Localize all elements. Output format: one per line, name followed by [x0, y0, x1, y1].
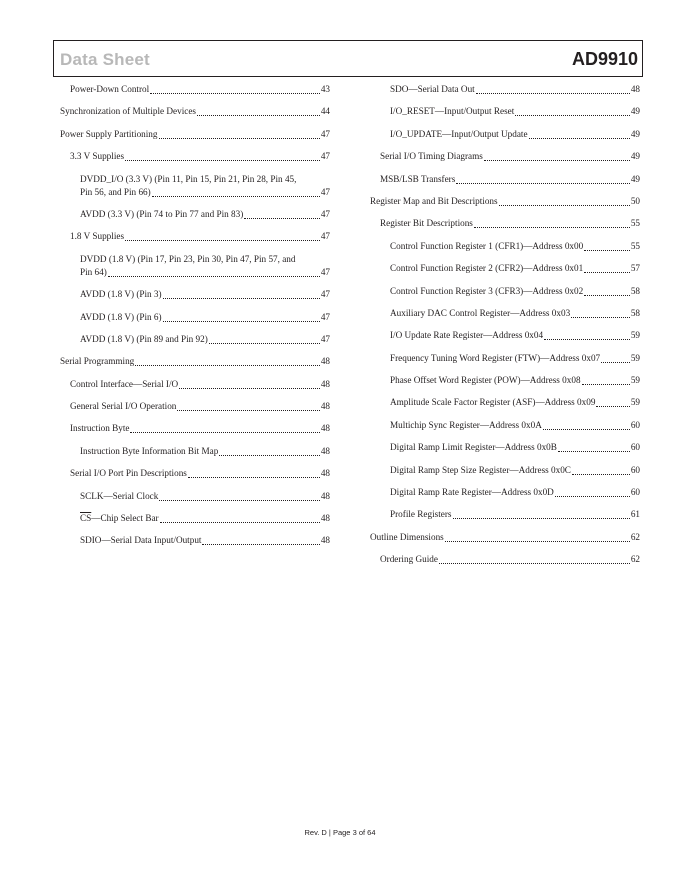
toc-page-number: 60: [630, 487, 640, 498]
toc-page-number: 48: [320, 513, 330, 524]
toc-entry[interactable]: [370, 217, 640, 230]
toc-entry[interactable]: [370, 419, 640, 432]
toc-left-column: [60, 83, 330, 557]
toc-leader-dots: [445, 541, 630, 542]
toc-entry-title-line1: DVDD (1.8 V) (Pin 17, Pin 23, Pin 30, Pin 47, Pin 57, and: [80, 253, 296, 264]
toc-page-number: 49: [630, 106, 640, 117]
toc-entry-title: Digital Ramp Limit Register—Address 0x0B: [390, 442, 557, 453]
toc-entry-title: Synchronization of Multiple Devices: [60, 106, 196, 117]
toc-page-number: 48: [320, 468, 330, 479]
toc-entry-title: Outline Dimensions: [370, 531, 444, 542]
toc-leader-dots: [177, 410, 319, 411]
toc-entry[interactable]: [60, 378, 330, 391]
toc-entry[interactable]: [60, 422, 330, 435]
toc-page-number: 48: [320, 445, 330, 456]
toc-page-number: 47: [320, 186, 330, 197]
toc-entry[interactable]: [370, 105, 640, 118]
toc-leader-dots: [219, 455, 320, 456]
toc-entry-title-rest: —Chip Select Bar: [91, 513, 159, 524]
toc-entry-title: 1.8 V Supplies: [70, 231, 125, 242]
toc-leader-dots: [150, 93, 320, 94]
toc-entry[interactable]: [60, 490, 330, 503]
toc-entry-title-line2: Pin 64): [80, 266, 107, 277]
toc-entry[interactable]: [370, 83, 640, 96]
toc-entry[interactable]: [370, 531, 640, 544]
toc-entry[interactable]: [370, 173, 640, 186]
toc-entry[interactable]: [60, 534, 330, 547]
toc-page-number: 49: [630, 128, 640, 139]
toc-page-number: 60: [630, 464, 640, 475]
toc-page-number: 48: [320, 423, 330, 434]
toc-entry[interactable]: [370, 396, 640, 409]
toc-entry-title: SCLK—Serial Clock: [80, 490, 159, 501]
toc-leader-dots: [543, 429, 630, 430]
toc-page-number: 47: [320, 333, 330, 344]
toc-entry-title-overline: $\overline{CS}$: [80, 513, 92, 524]
toc-leader-dots: [515, 115, 630, 116]
toc-page-number: 47: [320, 128, 330, 139]
toc-page-number: 58: [630, 307, 640, 318]
toc-leader-dots: [529, 138, 630, 139]
toc-leader-dots: [160, 522, 320, 523]
toc-entry[interactable]: [60, 288, 330, 301]
toc-page-number: 47: [320, 208, 330, 219]
toc-page-number: 48: [320, 490, 330, 501]
toc-entry[interactable]: [60, 150, 330, 163]
toc-leader-dots: [244, 218, 320, 219]
toc-leader-dots: [544, 339, 630, 340]
toc-entry-title-line1: DVDD_I/O (3.3 V) (Pin 11, Pin 15, Pin 21, Pin 28, Pin 45,: [80, 173, 297, 184]
toc-entry-title: MSB/LSB Transfers: [380, 173, 456, 184]
toc-entry[interactable]: [370, 240, 640, 253]
toc-entry-title: Register Bit Descriptions: [380, 218, 473, 229]
toc-entry[interactable]: [60, 253, 330, 279]
toc-entry[interactable]: [60, 173, 330, 199]
toc-leader-dots: [163, 298, 320, 299]
toc-entry-title: AVDD (1.8 V) (Pin 89 and Pin 92): [80, 333, 208, 344]
toc-leader-dots: [197, 115, 320, 116]
toc-page-number: 49: [630, 151, 640, 162]
toc-leader-dots: [202, 544, 319, 545]
toc-page-number: 48: [320, 535, 330, 546]
toc-entry-title: SDO—Serial Data Out: [390, 84, 475, 94]
toc-entry-title: Control Function Register 1 (CFR1)—Address 0x00: [390, 240, 584, 251]
toc-page-number: 47: [320, 151, 330, 162]
page-footer: Rev. D | Page 3 of 64: [304, 828, 376, 837]
toc-leader-dots: [571, 317, 630, 318]
toc-entry-title: Control Function Register 2 (CFR2)—Address 0x01: [390, 263, 584, 274]
toc-entry[interactable]: [370, 441, 640, 454]
toc-page-number: 59: [630, 330, 640, 341]
toc-entry-title: 3.3 V Supplies: [70, 151, 125, 162]
toc-entry-title: Power Supply Partitioning: [60, 128, 158, 139]
toc-page-number: 60: [630, 442, 640, 453]
toc-entry-title: Digital Ramp Rate Register—Address 0x0D: [390, 487, 554, 498]
toc-entry-title: AVDD (3.3 V) (Pin 74 to Pin 77 and Pin 83): [80, 208, 244, 219]
toc-entry[interactable]: [60, 355, 330, 368]
toc-entry-title: Instruction Byte Information Bit Map: [80, 445, 219, 456]
toc-entry[interactable]: [370, 195, 640, 208]
toc-entry-title: SDIO—Serial Data Input/Output: [80, 535, 202, 546]
toc-leader-dots: [584, 250, 630, 251]
toc-page-number: 55: [630, 240, 640, 251]
toc-entry[interactable]: [60, 467, 330, 480]
toc-entry[interactable]: [60, 105, 330, 118]
toc-leader-dots: [125, 240, 320, 241]
toc-page-number: 48: [630, 84, 640, 94]
toc-leader-dots: [209, 343, 320, 344]
toc-leader-dots: [130, 432, 319, 433]
toc-entry-title: Digital Ramp Step Size Register—Address 0x0C: [390, 464, 571, 475]
toc-entry[interactable]: [370, 150, 640, 163]
toc-entry[interactable]: [60, 230, 330, 243]
toc-entry[interactable]: [60, 208, 330, 221]
toc-entry[interactable]: [370, 374, 640, 387]
toc-entry-title: I/O_UPDATE—Input/Output Update: [390, 128, 528, 139]
toc-page-number: 58: [630, 285, 640, 296]
toc-leader-dots: [188, 477, 320, 478]
toc-leader-dots: [555, 496, 630, 497]
toc-entry-title: Serial Programming: [60, 356, 135, 367]
toc-leader-dots: [499, 205, 630, 206]
toc-entry-title: Register Map and Bit Descriptions: [370, 195, 498, 206]
toc-right-column: [370, 83, 640, 576]
toc-entry-title: Auxiliary DAC Control Register—Address 0x03: [390, 307, 571, 318]
toc-page-number: 48: [320, 401, 330, 412]
toc-entry[interactable]: [60, 83, 330, 96]
toc-entry-title: Control Interface—Serial I/O: [70, 378, 179, 389]
toc-leader-dots: [135, 365, 320, 366]
toc-leader-dots: [596, 406, 629, 407]
toc-entry-title: Profile Registers: [390, 509, 452, 520]
toc-leader-dots: [584, 272, 630, 273]
toc-page-number: 55: [630, 218, 640, 229]
toc-entry[interactable]: [370, 508, 640, 521]
toc-leader-dots: [108, 276, 320, 277]
toc-entry[interactable]: [370, 553, 640, 566]
toc-entry[interactable]: [370, 128, 640, 141]
toc-entry-title: Serial I/O Port Pin Descriptions: [70, 468, 187, 479]
toc-entry[interactable]: [370, 352, 640, 365]
toc-entry[interactable]: [370, 486, 640, 499]
toc-entry-title: Control Function Register 3 (CFR3)—Address 0x02: [390, 285, 584, 296]
toc-leader-dots: [474, 227, 630, 228]
page-header: [53, 40, 643, 77]
toc-page-number: 47: [320, 231, 330, 242]
toc-entry-title-line2: Pin 56, and Pin 66): [80, 186, 151, 197]
toc-page-number: 49: [630, 173, 640, 184]
toc-entry[interactable]: [60, 445, 330, 458]
toc-leader-dots: [601, 362, 630, 363]
toc-leader-dots: [125, 160, 320, 161]
toc-entry[interactable]: [370, 307, 640, 320]
toc-page-number: 50: [630, 195, 640, 206]
toc-leader-dots: [456, 183, 630, 184]
toc-page-number: 48: [320, 378, 330, 389]
toc-page-number: 61: [630, 509, 640, 520]
toc-page-number: 47: [320, 311, 330, 322]
toc-entry[interactable]: [60, 128, 330, 141]
toc-leader-dots: [484, 160, 630, 161]
toc-page-number: 44: [320, 106, 330, 117]
toc-entry-title: Multichip Sync Register—Address 0x0A: [390, 419, 542, 430]
toc-leader-dots: [439, 563, 630, 564]
toc-leader-dots: [584, 295, 630, 296]
toc-entry-title: AVDD (1.8 V) (Pin 3): [80, 289, 162, 300]
toc-leader-dots: [159, 500, 319, 501]
toc-entry[interactable]: [370, 262, 640, 275]
toc-page-number: 59: [630, 397, 640, 408]
toc-leader-dots: [179, 388, 320, 389]
header-part-number: AD9910: [571, 49, 638, 69]
toc-entry-title: Frequency Tuning Word Register (FTW)—Address 0x07: [390, 352, 601, 363]
toc-entry-title: I/O Update Rate Register—Address 0x04: [390, 330, 544, 341]
header-doc-type: Data Sheet: [60, 50, 150, 69]
toc-page-number: 62: [630, 554, 640, 565]
toc-page-number: 59: [630, 352, 640, 363]
toc-page-number: 48: [320, 356, 330, 367]
toc-leader-dots: [152, 196, 320, 197]
toc-entry-title: Phase Offset Word Register (POW)—Address 0x08: [390, 375, 581, 386]
toc-leader-dots: [572, 474, 630, 475]
toc-page-number: 43: [320, 84, 330, 94]
toc-entry-title: General Serial I/O Operation: [70, 401, 177, 412]
toc-leader-dots: [453, 518, 630, 519]
toc-entry[interactable]: [370, 329, 640, 342]
toc-entry[interactable]: [370, 464, 640, 477]
toc-entry[interactable]: [60, 311, 330, 324]
toc-entry[interactable]: [60, 400, 330, 413]
toc-entry[interactable]: [60, 333, 330, 346]
toc-leader-dots: [558, 451, 630, 452]
toc-entry-title: Amplitude Scale Factor Register (ASF)—Address 0x09: [390, 397, 596, 408]
toc-entry-title: [80, 512, 159, 525]
toc-entry[interactable]: [60, 512, 330, 525]
toc-entry-title: Ordering Guide: [380, 554, 438, 565]
toc-leader-dots: [163, 321, 320, 322]
toc-leader-dots: [476, 93, 630, 94]
toc-page-number: 47: [320, 289, 330, 300]
toc-entry-title: Serial I/O Timing Diagrams: [380, 151, 483, 162]
toc-leader-dots: [159, 138, 320, 139]
toc-page-number: 62: [630, 531, 640, 542]
toc-page-number: 47: [320, 266, 330, 277]
toc-leader-dots: [582, 384, 630, 385]
toc-entry-title: Power-Down Control: [70, 84, 150, 94]
toc-entry[interactable]: [370, 285, 640, 298]
toc-page-number: 59: [630, 375, 640, 386]
toc-page-number: 57: [630, 263, 640, 274]
toc-entry-title: AVDD (1.8 V) (Pin 6): [80, 311, 162, 322]
toc-page-number: 60: [630, 419, 640, 430]
toc-entry-title: Instruction Byte: [70, 423, 130, 434]
toc-entry-title: I/O_RESET—Input/Output Reset: [390, 106, 515, 117]
